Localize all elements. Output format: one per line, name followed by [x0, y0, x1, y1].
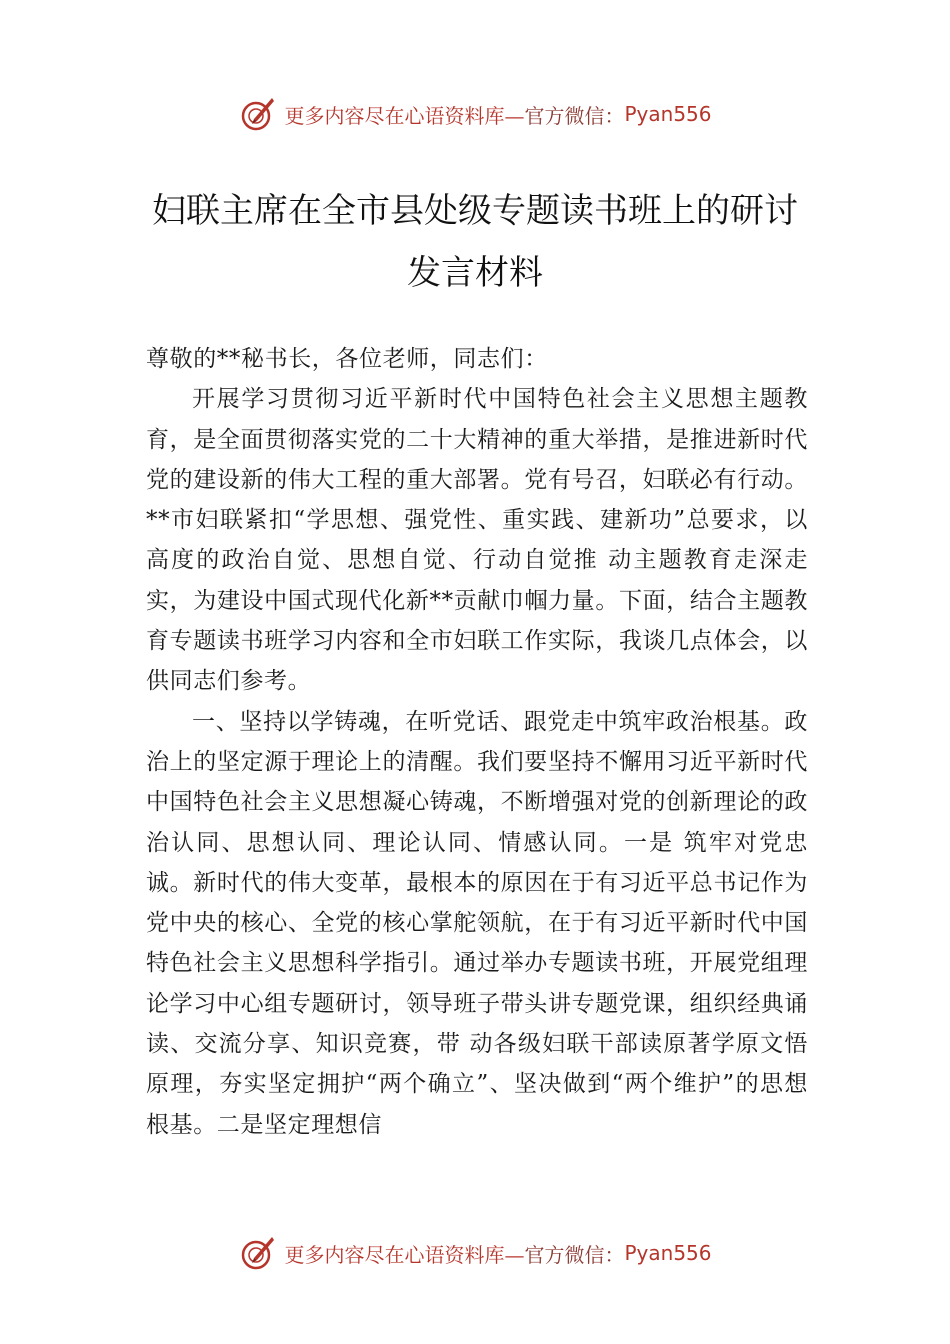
- document-title: 妇联主席在全市县处级专题读书班上的研讨发言材料: [152, 191, 798, 293]
- promo-text: 更多内容尽在心语资料库—: [284, 103, 525, 128]
- salutation: 尊敬的**秘书长，各位老师，同志们：: [146, 346, 548, 372]
- body-paragraph: 一、坚持以学铸魂，在听党话、跟党走中筑牢政治根基。政治上的坚定源于理论上的清醒。我们要坚持不懈用习近平新时代中国特色社会主义思想凝心铸魂，不断增强对党的创新理论的政治认同、思想认同、理论认同、情感认同。一是 筑牢对党忠诚。新时代的伟大变革，最根本的原因在于有习近平总书记作为党中央的核心、全党的核心掌舵领航，在于有习近平新时代中国特色社会主义思想科学指引。通过举办专题读书班，开展党组理论学习中心组专题研讨，领导班子带头讲专题党课，组织经典诵读、交流分享、知识竞赛，带 动各级妇联干部读原著学原文悟原理，夯实坚定拥护“两个确立”、坚决做到“两个维护”的思想根基。二是坚定理想信: [146, 708, 808, 1138]
- quill-pen-seal-icon: [238, 1233, 278, 1273]
- document-body: [146, 339, 808, 1145]
- wechat-id: Pyan556: [624, 102, 712, 126]
- quill-pen-seal-icon: [238, 94, 278, 134]
- wechat-label: 官方微信：: [524, 103, 625, 128]
- promo-text: 更多内容尽在心语资料库—: [284, 1242, 525, 1267]
- wechat-id: Pyan556: [624, 1241, 712, 1265]
- wechat-label: 官方微信：: [524, 1242, 625, 1267]
- body-paragraph: 开展学习贯彻习近平新时代中国特色社会主义思想主题教育，是全面贯彻落实党的二十大精神的重大举措，是推进新时代党的建设新的伟大工程的重大部署。党有号召，妇联必有行动。**市妇联紧扣“学思想、强党性、重实践、建新功”总要求，以高度的政治自觉、思想自觉、行动自觉推 动主题教育走深走实，为建设中国式现代化新**贡献巾帼力量。下面，结合主题教育专题读书班学习内容和全市妇联工作实际，我谈几点体会，以供同志们参考。: [146, 386, 808, 695]
- header-watermark-banner: [0, 92, 950, 136]
- footer-watermark-banner: [0, 1231, 950, 1275]
